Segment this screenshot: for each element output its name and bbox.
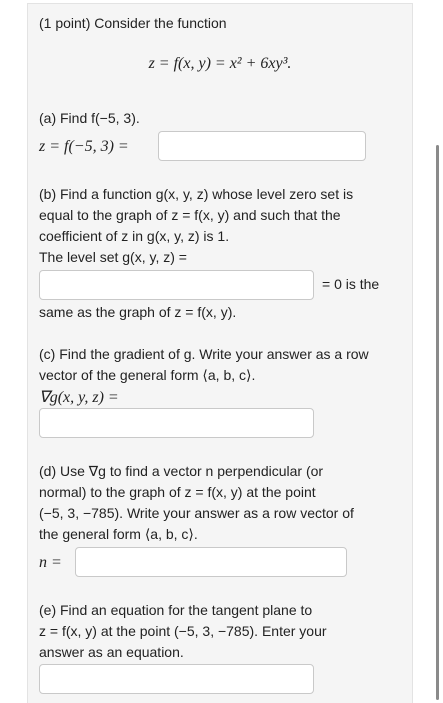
part-c-label: ∇g(x, y, z) = [39,389,119,406]
part-b-line-after: same as the graph of z = f(x, y). [39,304,237,320]
part-e-line1: (e) Find an equation for the tangent plane to [39,602,313,618]
part-b-line1: (b) Find a function g(x, y, z) whose level zero set is [39,186,354,202]
part-d-line3: (−5, 3, −785). Write your answer as a row vector of [39,505,354,521]
part-e-line2: z = f(x, y) at the point (−5, 3, −785). Enter your [39,623,327,639]
part-a-label: z = f(−5, 3) = [39,138,129,155]
part-d-label: n = [39,554,62,571]
scrollbar[interactable] [436,145,439,700]
part-a-answer-input[interactable] [158,131,366,161]
part-d-line2: normal) to the graph of z = f(x, y) at the point [39,484,316,500]
part-e-line3: answer as an equation. [39,644,184,660]
function-definition: z = f(x, y) = x² + 6xy³. [148,55,292,72]
part-d-line4: the general form ⟨a, b, c⟩. [39,526,198,542]
part-b-suffix: = 0 is the [322,276,380,292]
part-d-line1: (d) Use ∇g to find a vector n perpendicular (or [39,463,324,479]
part-c-answer-input[interactable] [39,408,314,438]
part-b-line2: equal to the graph of z = f(x, y) and such that the [39,207,341,223]
part-b-answer-input[interactable] [39,270,314,300]
part-b-line3: coefficient of z in g(x, y, z) is 1. [39,228,230,244]
intro-text: (1 point) Consider the function [39,15,227,31]
part-c-line2: vector of the general form ⟨a, b, c⟩. [39,367,256,383]
part-c-line1: (c) Find the gradient of g. Write your answer as a row [39,346,369,362]
part-e-answer-input[interactable] [39,664,314,694]
part-a-prompt: (a) Find f(−5, 3). [39,110,140,126]
part-b-label: The level set g(x, y, z) = [39,249,187,265]
part-d-answer-input[interactable] [75,547,347,577]
